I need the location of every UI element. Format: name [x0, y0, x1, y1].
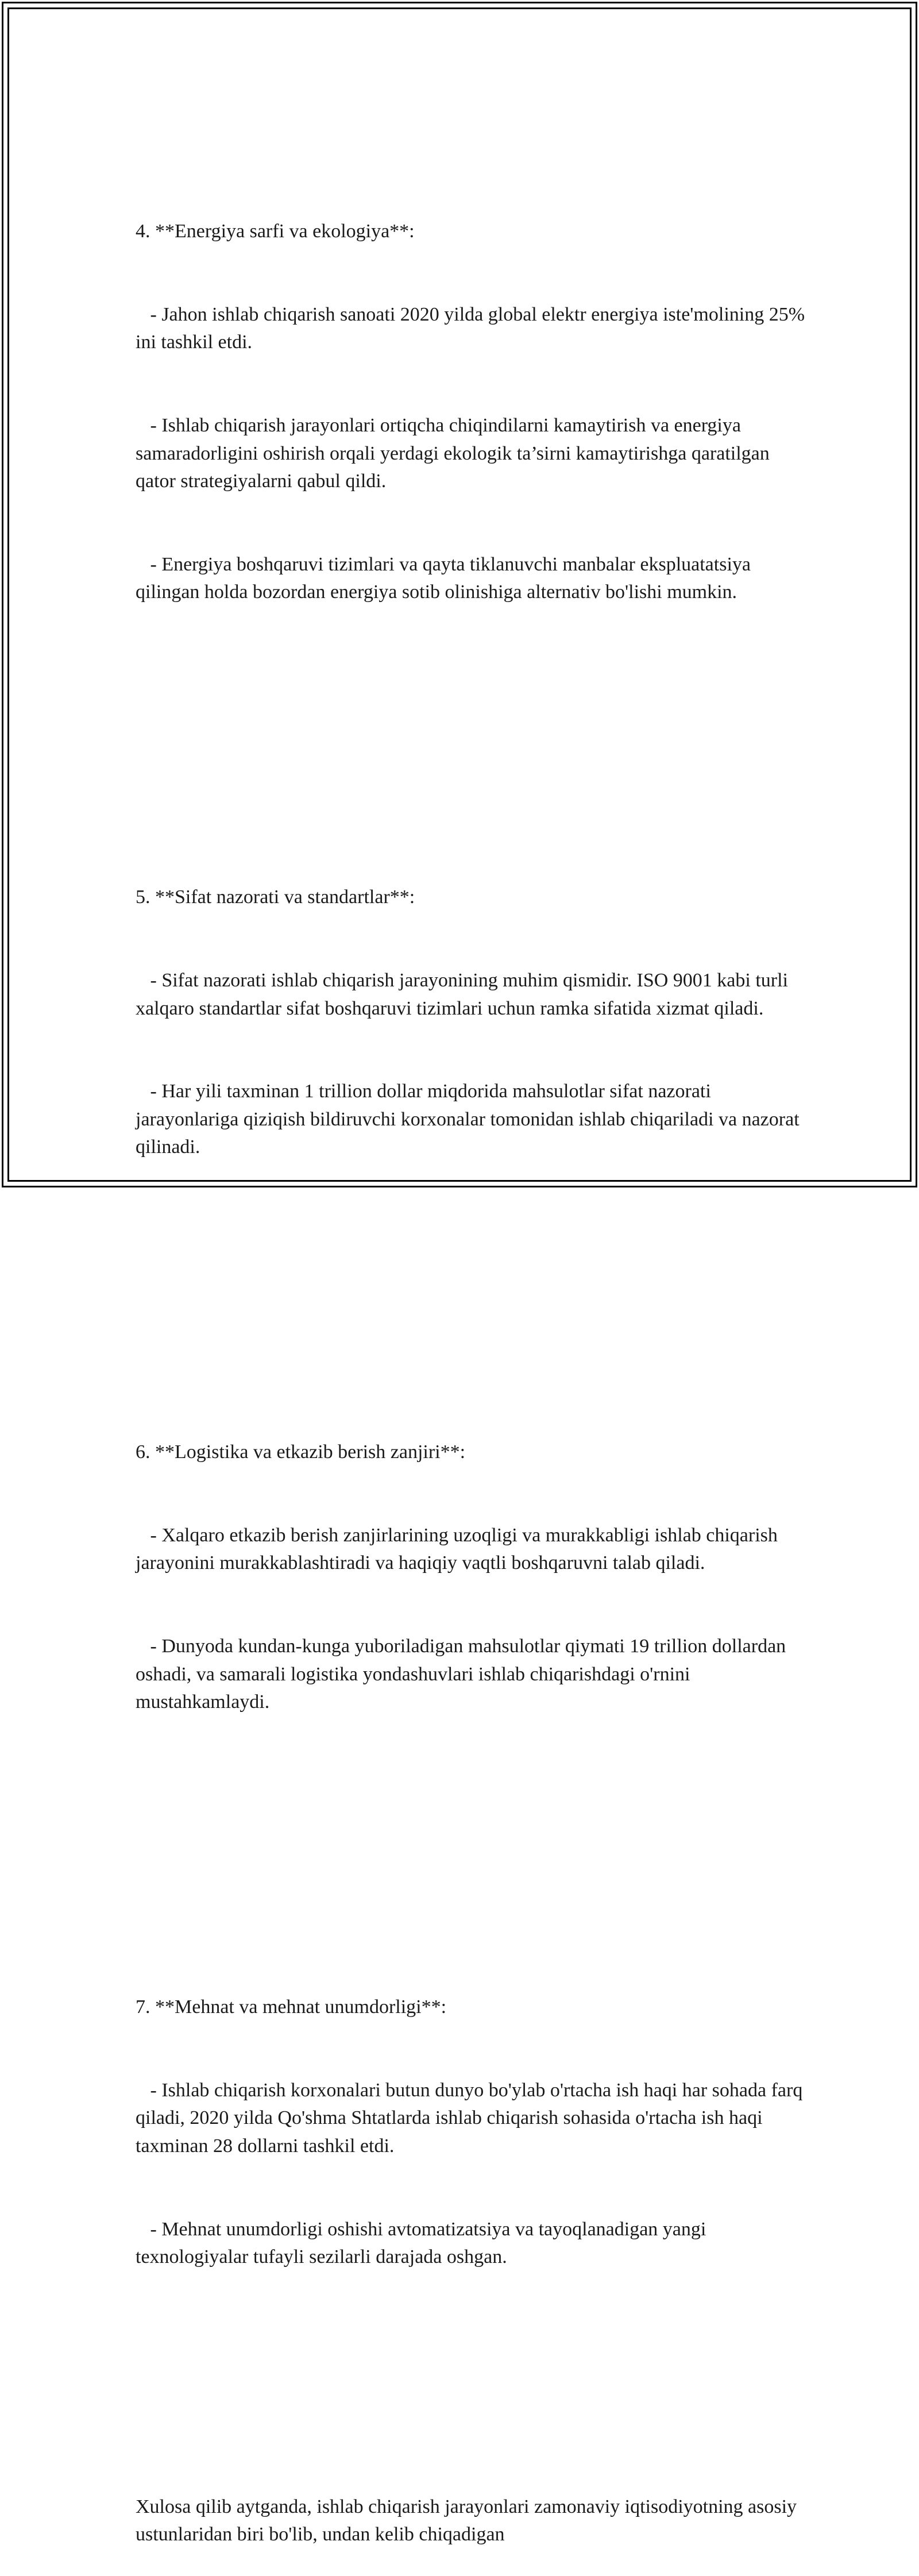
section-quality	[136, 828, 813, 1217]
section-heading: 4. **Energiya sarfi va ekologiya**:	[136, 221, 415, 242]
list-item: - Dunyoda kundan-kunga yuboriladigan mahsulotlar qiymati 19 trillion dollardan oshadi, va samarali logistika yondashuvlari ishlab chiqarishdagi o'rnini mustahkamlaydi.	[136, 1636, 791, 1713]
list-item: - Xalqaro etkazib berish zanjirlarining uzoqligi va murakkabligi ishlab chiqarish jarayonini murakkablashtiradi va haqiqiy vaqtli boshqaruvni talab qiladi.	[136, 1525, 783, 1574]
list-item: - Mehnat unumdorligi oshishi avtomatizatsiya va tayoqlanadigan yangi texnologiyalar tufayli sezilarli darajada oshgan.	[136, 2218, 711, 2268]
list-item: - Ishlab chiqarish korxonalari butun dunyo bo'ylab o'rtacha ish haqi har sohada farq qiladi, 2020 yilda Qo'shma Shtatlarda ishlab chiqarish sohasida o'rtacha ish haqi taxminan 28 dollarni tashkil etdi.	[136, 2080, 808, 2157]
section-logistics	[136, 1383, 813, 1772]
list-item: - Sifat nazorati ishlab chiqarish jarayonining muhim qismidir. ISO 9001 kabi turli xalqaro standartlar sifat boshqaruvi tizimlari uchun ramka sifatida xizmat qiladi.	[136, 970, 793, 1019]
list-item: - Ishlab chiqarish jarayonlari ortiqcha chiqindilarni kamaytirish va energiya samaradorligini oshirish orqali yerdagi ekologik ta’sirni kamaytirishga qaratilgan qator strategiyalarni qabul qildi.	[136, 415, 775, 492]
section-labor	[136, 1938, 813, 2327]
paragraph-spacer	[136, 1272, 813, 1299]
list-item: - Energiya boshqaruvi tizimlari va qayta tiklanuvchi manbalar ekspluatatsiya qilingan holda bozordan energiya sotib olinishiga alternativ bo'lishi mumkin.	[136, 553, 756, 603]
section-heading: 6. **Logistika va etkazib berish zanjiri**:	[136, 1441, 466, 1463]
section-heading: 7. **Mehnat va mehnat unumdorligi**:	[136, 1996, 447, 2018]
paragraph-spacer	[136, 1827, 813, 1854]
paragraph-spacer	[136, 2382, 813, 2409]
document-body	[136, 107, 813, 2576]
list-item: - Jahon ishlab chiqarish sanoati 2020 yilda global elektr energiya iste'molining 25% ini tashkil etdi.	[136, 304, 810, 353]
section-heading: 5. **Sifat nazorati va standartlar**:	[136, 886, 415, 908]
list-item: - Har yili taxminan 1 trillion dollar miqdorida mahsulotlar sifat nazorati jarayonlariga qiziqish bildiruvchi korxonalar tomonidan ishlab chiqariladi va nazorat qilinadi.	[136, 1081, 805, 1158]
section-energy	[136, 163, 813, 662]
conclusion-paragraph: Xulosa qilib aytganda, ishlab chiqarish jarayonlari zamonaviy iqtisodiyotning asosiy ustunlaridan biri bo'lib, undan kelib chiqadigan	[136, 2496, 802, 2545]
paragraph-spacer	[136, 718, 813, 745]
